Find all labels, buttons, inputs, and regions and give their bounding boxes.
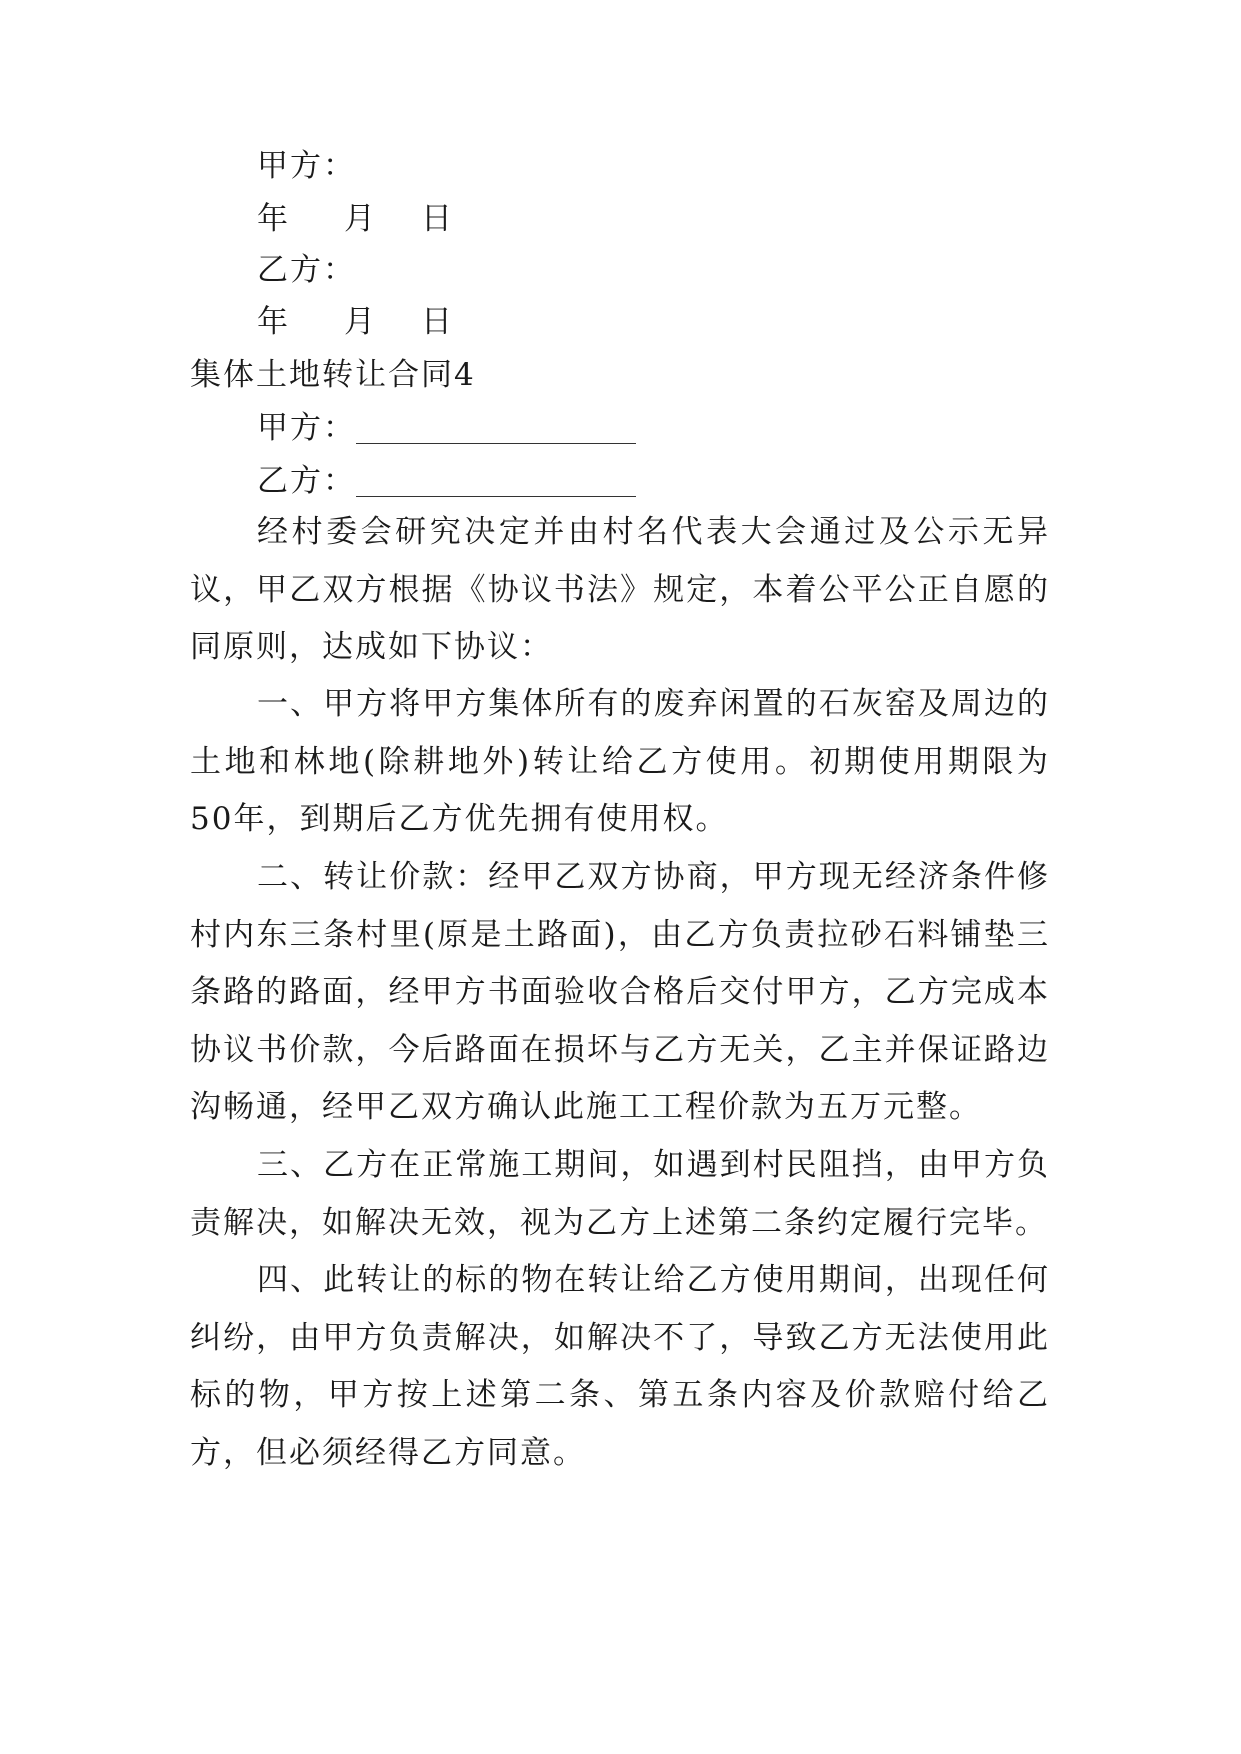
- paragraph-clause-4: 四、此转让的标的物在转让给乙方使用期间，出现任何纠纷，由甲方负责解决，如解决不了，导致乙方无法使用此标的物，甲方按上述第二条、第五条内容及价款赔付给乙方，但必须经得乙方同意。: [190, 1262, 1050, 1471]
- paragraph-clause-2: 二、转让价款：经甲乙双方协商，甲方现无经济条件修村内东三条村里(原是土路面)，由乙方负责拉砂石料铺垫三条路的路面，经甲方书面验收合格后交付甲方，乙方完成本协议书价款，今后路面在损坏与乙方无关，乙主并保证路边沟畅通，经甲乙双方确认此施工工程价款为五万元整。: [190, 859, 1050, 1125]
- paragraph-clause-3: 三、乙方在正常施工期间，如遇到村民阻挡，由甲方负责解决，如解决无效，视为乙方上述第二条约定履行完毕。: [190, 1147, 1050, 1241]
- party-a-label: 甲方：: [257, 410, 356, 446]
- date-month: 月: [344, 304, 377, 340]
- date-day: 日: [421, 201, 454, 237]
- date-year: 年: [257, 201, 290, 237]
- date-day: 日: [421, 304, 454, 340]
- signature-date-b: [257, 302, 454, 342]
- contract-title: 集体土地转让合同4: [190, 357, 476, 393]
- party-a-line: [257, 408, 636, 448]
- paragraph-clause-1: 一、甲方将甲方集体所有的废弃闲置的石灰窑及周边的土地和林地(除耕地外)转让给乙方使用。初期使用期限为50年，到期后乙方优先拥有使用权。: [190, 686, 1050, 837]
- date-year: 年: [257, 304, 290, 340]
- paragraph-preamble: 经村委会研究决定并由村名代表大会通过及公示无异议，甲乙双方根据《协议书法》规定，本着公平公正自愿的同原则，达成如下协议：: [190, 514, 1050, 665]
- signature-date-a: [257, 199, 454, 239]
- signature-party-b-label: 乙方：: [257, 252, 356, 288]
- signature-party-a-label: 甲方：: [257, 148, 356, 184]
- party-b-line: [257, 461, 636, 501]
- party-b-blank: [356, 466, 636, 497]
- date-month: 月: [344, 201, 377, 237]
- party-a-blank: [356, 413, 636, 444]
- party-b-label: 乙方：: [257, 463, 356, 499]
